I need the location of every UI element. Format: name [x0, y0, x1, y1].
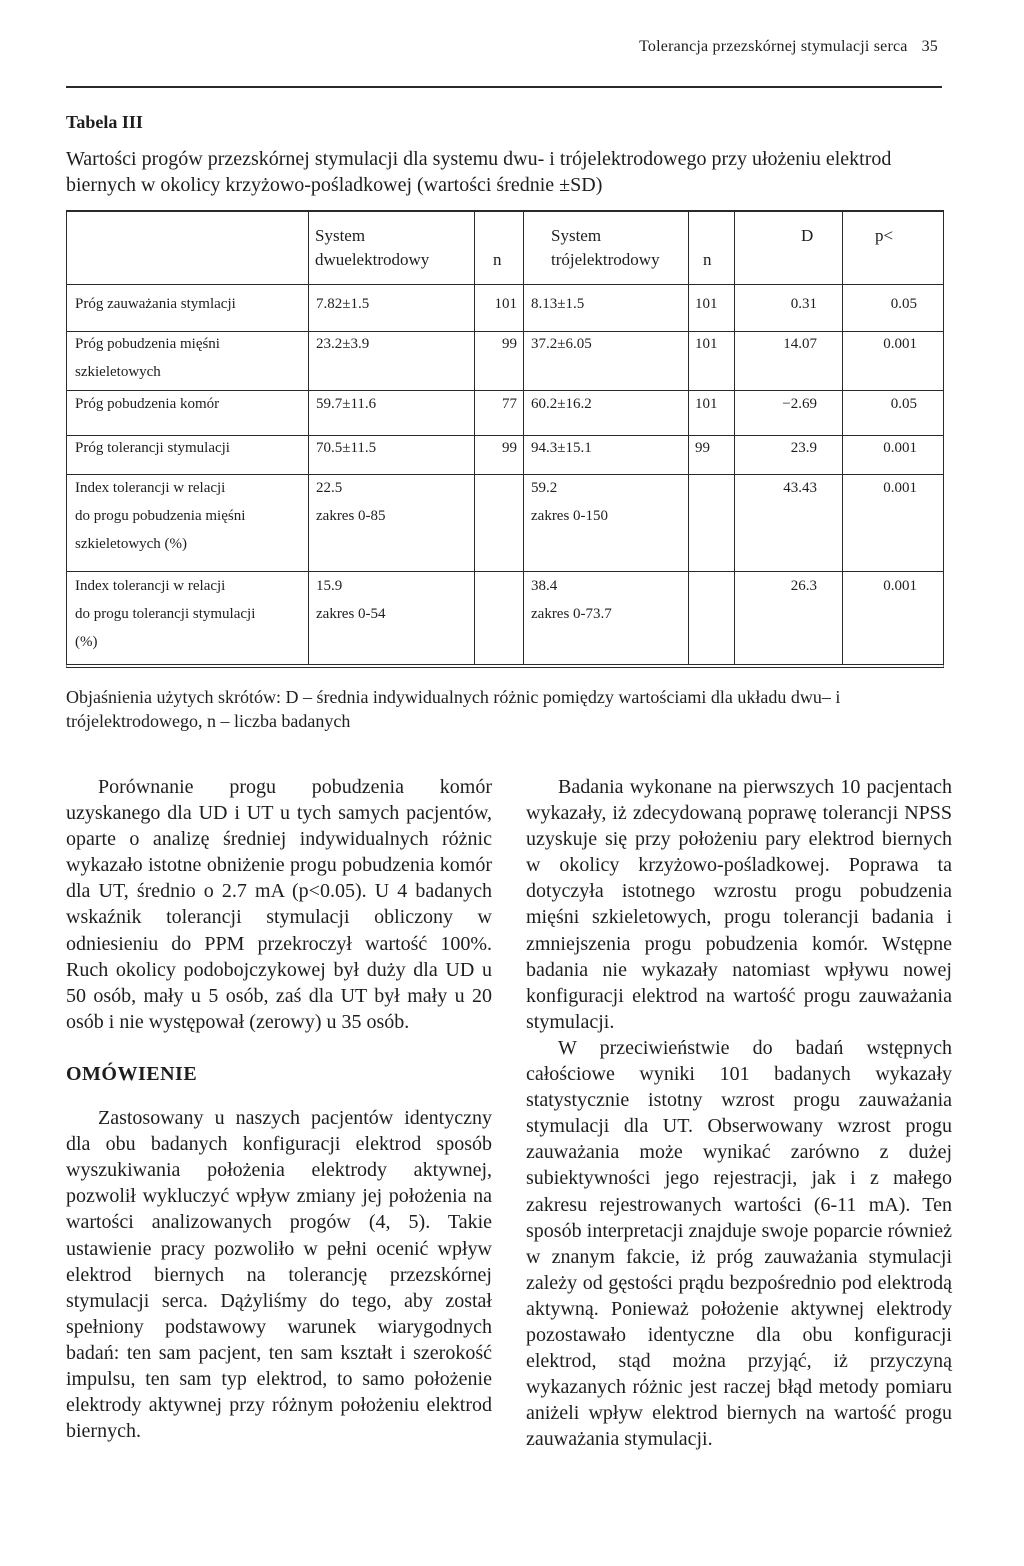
cell-dual	[316, 434, 376, 462]
cell-line: zakres 0-85	[316, 508, 386, 524]
cell-line: do progu tolerancji stymulacji	[75, 606, 256, 622]
cell-label	[75, 474, 245, 558]
cell-line: zakres 0-73.7	[531, 606, 612, 622]
cell-line: szkieletowych	[75, 364, 161, 380]
cell-label	[75, 434, 230, 462]
cell-label	[75, 572, 255, 656]
table-caption: Wartości progów przezskórnej stymulacji dla systemu dwu- i trójelektrodowego przy ułożeniu elektrod biernych w okolicy krzyżowo-pośladkowej (wartości średnie ±SD)	[66, 148, 892, 196]
cell-n2: 101	[695, 336, 718, 352]
cell-line: 7.82±1.5	[316, 296, 370, 312]
cell-line: 22.5	[316, 480, 343, 496]
column-divider	[523, 212, 524, 664]
header-n-tri: n	[703, 250, 712, 269]
cell-line: Index tolerancji w relacji	[75, 480, 226, 496]
cell-label	[75, 330, 220, 386]
header-d: D	[801, 226, 814, 245]
paragraph: Porównanie progu pobudzenia komór uzyskanego dla UD i UT u tych samych pacjentów, oparte o analizę średniej indywidualnych różnic wykazało istotne obniżenie progu pobudzenia komór dla UT, średnio o 2.7 mA (p<0.05). U 4 badanych wskaźnik tolerancji stymulacji obliczony w odniesieniu do PPM przekroczył wartość 100%. Ruch okolicy podobojczykowej był duży dla UD u 50 osób, mały u 5 osób, zaś dla UT był mały u 20 osób i nie występował (zerowy) u 35 osób.	[66, 776, 492, 1033]
cell-dual	[316, 290, 369, 318]
cell-line: (%)	[75, 634, 98, 650]
column-divider	[688, 212, 689, 664]
left-column	[66, 774, 492, 1444]
column-divider	[474, 212, 475, 664]
cell-dual	[316, 390, 376, 418]
cell-line: 8.13±1.5	[531, 296, 585, 312]
header-text: System	[315, 226, 366, 245]
paragraph: Zastosowany u naszych pacjentów identyczny dla obu badanych konfiguracji elektrod sposób wyszukiwania położenia elektrody aktywnej, pozwolił wykluczyć wpływ zmiany jej położenia na wartości analizowanych progów (4, 5). Takie ustawienie pracy pozwoliło w pełni ocenić wpływ elektrod biernych na tolerancję przezskórnej stymulacji serca. Dążyliśmy do tego, aby został spełniony podstawowy warunek wiarygodnych badań: ten sam pacjent, ten sam kształt i szerokość impulsu, ten sam typ elektrod, to samo położenie elektrody aktywnej przy różnym położeniu elektrod biernych.	[66, 1107, 492, 1443]
running-head	[639, 38, 938, 56]
cell-tri	[531, 330, 592, 358]
cell-dual	[316, 572, 386, 628]
cell-p: 0.001	[883, 480, 917, 496]
header-rule	[66, 86, 942, 88]
cell-line: 23.2±3.9	[316, 336, 370, 352]
cell-label	[75, 290, 236, 318]
cell-line: 59.2	[531, 480, 558, 496]
cell-line: zakres 0-150	[531, 508, 609, 524]
header-n-dual: n	[493, 250, 502, 269]
cell-n1: 77	[502, 396, 517, 412]
header-dual-system	[315, 224, 429, 272]
column-divider	[734, 212, 735, 664]
cell-line: szkieletowych (%)	[75, 536, 188, 552]
cell-line: 94.3±15.1	[531, 440, 592, 456]
cell-tri	[531, 390, 592, 418]
header-text: dwuelektrodowy	[315, 250, 430, 269]
cell-line: zakres 0-54	[316, 606, 386, 622]
cell-line: 38.4	[531, 578, 558, 594]
cell-line: Próg pobudzenia komór	[75, 396, 220, 412]
cell-d: 0.31	[790, 296, 817, 312]
header-text: System	[551, 226, 602, 245]
cell-p: 0.001	[883, 578, 917, 594]
cell-tri	[531, 290, 584, 318]
cell-line: Index tolerancji w relacji	[75, 578, 226, 594]
paragraph: W przeciwieństwie do badań wstępnych całościowe wyniki 101 badanych wykazały statystycznie istotny wzrost progu zauważania stymulacji dla UT. Obserwowany wzrost progu zauważania może wynikać zarówno z dużej subiektywności jego rejestracji, jak i z małego zakresu rejestrowanych wartości (6-11 mA). Ten sposób interpretacji znajduje swoje poparcie również w znanym fakcie, iż próg zauważania stymulacji zależy od gęstości prądu bezpośrednio pod elektrodą aktywną. Ponieważ położenie aktywnej elektrody pozostawało identyczne dla obu konfiguracji elektrod, stąd można przyjąć, iż przyczyną wykazanych różnic jest raczej błąd metody pomiaru aniżeli wpływ elektrod biernych na wartość progu zauważania stymulacji.	[526, 1036, 952, 1451]
cell-line: 70.5±11.5	[316, 440, 377, 456]
cell-line: 60.2±16.2	[531, 396, 592, 412]
cell-d: 23.9	[790, 440, 817, 456]
header-p: p<	[875, 226, 894, 245]
column-divider	[842, 212, 843, 664]
cell-d: 43.43	[783, 480, 817, 496]
cell-dual	[316, 474, 386, 530]
cell-p: 0.001	[883, 336, 917, 352]
cell-p: 0.05	[890, 396, 917, 412]
cell-n1: 101	[494, 296, 517, 312]
cell-n1: 99	[502, 336, 517, 352]
page-number: 35	[921, 38, 938, 55]
column-divider	[308, 212, 309, 664]
cell-line: 59.7±11.6	[316, 396, 377, 412]
cell-p: 0.05	[890, 296, 917, 312]
table-label: Tabela III	[66, 112, 143, 132]
cell-p: 0.001	[883, 440, 917, 456]
cell-d: −2.69	[782, 396, 817, 412]
results-table	[66, 210, 944, 668]
cell-tri	[531, 474, 608, 530]
paragraph: Badania wykonane na pierwszych 10 pacjentach wykazały, iż zdecydowaną poprawę tolerancji NPSS uzyskuje się przy położeniu pary elektrod biernych w okolicy krzyżowo-pośladkowej. Poprawa ta dotyczyła istotnego wzrostu progu pobudzenia mięśni szkieletowych, progu tolerancji badania i zmniejszenia progu pobudzenia komór. Wstępne badania nie wykazały natomiast wpływu nowej konfiguracji elektrod na wartość progu zauważania stymulacji.	[526, 776, 952, 1033]
cell-dual	[316, 330, 369, 358]
cell-tri	[531, 572, 612, 628]
cell-line: Próg pobudzenia mięśni	[75, 336, 220, 352]
table-footnote: Objaśnienia użytych skrótów: D – średnia indywidualnych różnic pomiędzy wartościami dla układu dwu– i trójelektrodowego, n – liczba badanych	[66, 687, 841, 731]
cell-n1: 99	[502, 440, 517, 456]
header-tri-system	[551, 224, 660, 272]
cell-line: 15.9	[316, 578, 343, 594]
cell-line: 37.2±6.05	[531, 336, 592, 352]
cell-tri	[531, 434, 592, 462]
cell-d: 14.07	[783, 336, 817, 352]
cell-label	[75, 390, 219, 418]
running-head-title: Tolerancja przezskórnej stymulacji serca	[639, 38, 908, 55]
cell-line: Próg tolerancji stymulacji	[75, 440, 230, 456]
cell-line: Próg zauważania stymlacji	[75, 296, 236, 312]
cell-d: 26.3	[790, 578, 817, 594]
cell-n2: 101	[695, 296, 718, 312]
row-divider	[67, 284, 943, 285]
right-column	[526, 774, 952, 1452]
cell-n2: 99	[695, 440, 710, 456]
section-heading: OMÓWIENIE	[66, 1062, 198, 1085]
cell-line: do progu pobudzenia mięśni	[75, 508, 246, 524]
header-text: trójelektrodowy	[551, 250, 660, 269]
cell-n2: 101	[695, 396, 718, 412]
